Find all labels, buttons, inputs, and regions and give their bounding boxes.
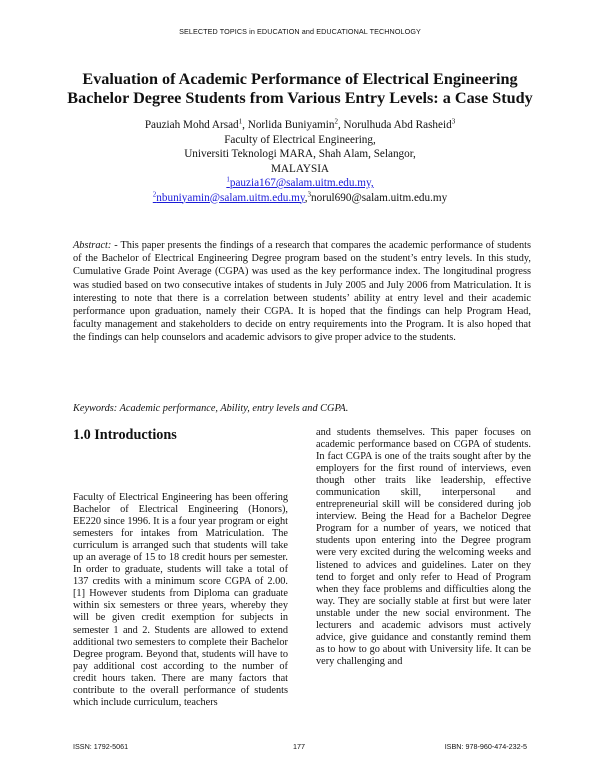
author-separator: , bbox=[337, 119, 344, 131]
author-separator: , bbox=[242, 119, 248, 131]
email-1-text: pauzia167@salam.uitm.edu.my, bbox=[229, 177, 374, 189]
author-2-affil: 2 bbox=[334, 117, 338, 126]
author-1: Pauziah Mohd Arsad bbox=[144, 119, 239, 131]
email-2-text: nbuniyamin@salam.uitm.edu.my bbox=[156, 191, 305, 204]
abstract bbox=[73, 239, 531, 345]
affiliation-line-3: MALAYSIA bbox=[270, 162, 330, 175]
abstract-label: Abstract: - bbox=[73, 240, 118, 251]
email-3-text: norul690@salam.uitm.edu.my bbox=[311, 191, 448, 204]
email-line-1 bbox=[60, 176, 540, 191]
email-1-affil: 1 bbox=[226, 175, 230, 184]
body-column-right bbox=[316, 427, 531, 668]
paper-title-line-1: Evaluation of Academic Performance of Electrical Engineering bbox=[82, 70, 518, 88]
body-paragraph: and students themselves. This paper focuses on academic performance based on CGPA of students. In fact CGPA is one of the traits sought after by the employers for the first round of interviews, even though other traits like leadership, effective communication skill, interpersonal and entrepreneurial skill will be considered during job interview. Being the Head for a Bachelor Degree Program for a number of years, we noticed that students upon entering into the Degree program were very excited during the welcoming weeks and listened to advices and guidelines. Later on they tend to forget and only refer to Head of Program when they face problems and difficulties along the way. They are socially stable at first but were later unstable under the new social environment. The lecturers and academic advisors must actively advice, give guidance and constantly remind them as to how to go about with University life. It can be very challenging and bbox=[316, 427, 531, 667]
author-1-affil: 1 bbox=[238, 117, 243, 126]
email-2-affil: 2 bbox=[152, 189, 157, 198]
author-block bbox=[60, 118, 540, 205]
footer-issn: ISSN: 1792-5061 bbox=[73, 742, 129, 751]
abstract-text: This paper presents the findings of a research that compares the academic performance of students of the Bachelor of Electrical Engineering Degree program based on the student’s entry levels. In this study, Cumulative Grade Point Average (CGPA) was used as the key performance index. The longitudinal progress was studied based on two consecutive intakes of students in July 2005 and July 2006 from Matriculation. It is interesting to note that there is a correlation between students’ ability at entry level and their academic performance upon graduation, namely their CGPA. It is hoped that the findings can help Program Head, faculty management and stakeholders to decide on entry requirements into the Program. It is also hoped that the findings can help counselors and academic advisors to give proper advice to the students. bbox=[73, 240, 532, 344]
body-paragraph: Faculty of Electrical Engineering has been offering Bachelor of Electrical Engineering (Honors), EE220 since 1996. It is a four year program or eight semesters for intakes from Matriculation. The curriculum is arranged such that students will take up an average of 15 to 18 credit hours per semester. In order to graduate, students will take a total of 137 credits with a minimum score CGPA of 2.00.[1] However students from Diploma can graduate within six semesters or three years, whereby they will be given credit exemption for subjects in semester 1 and 2. Students are allowed to extend additional two semesters to complete their Bachelor Degree program. Beyond that, students will have to pay additional cost according to the number of credit hours taken. There are many factors that contribute to the overall performance of students which include curriculum, teachers bbox=[73, 492, 288, 708]
email-line-2 bbox=[60, 191, 540, 206]
footer-page-number: 177 bbox=[293, 742, 305, 751]
body-column-left bbox=[73, 492, 288, 709]
running-header: SELECTED TOPICS in EDUCATION and EDUCATIONAL TECHNOLOGY bbox=[179, 27, 421, 36]
author-list bbox=[60, 118, 540, 133]
email-link-2[interactable] bbox=[152, 189, 305, 204]
affiliation-line-2: Universiti Teknologi MARA, Shah Alam, Selangor, bbox=[184, 148, 416, 160]
email-separator: , bbox=[304, 191, 308, 204]
author-2: Norlida Buniyamin bbox=[247, 119, 335, 131]
email-3-affil: 3 bbox=[307, 189, 312, 198]
author-3-affil: 3 bbox=[451, 117, 456, 126]
keywords: Keywords: Academic performance, Ability, entry levels and CGPA. bbox=[73, 403, 349, 414]
section-heading: 1.0 Introductions bbox=[73, 427, 177, 443]
email-link-1[interactable] bbox=[226, 177, 373, 189]
author-3: Norulhuda Abd Rasheid bbox=[343, 119, 452, 131]
affiliation-line-1: Faculty of Electrical Engineering, bbox=[224, 133, 376, 146]
footer-isbn: ISBN: 978-960-474-232-5 bbox=[444, 742, 527, 751]
paper-title bbox=[40, 70, 560, 108]
paper-title-line-2: Bachelor Degree Students from Various Entry Levels: a Case Study bbox=[67, 89, 533, 107]
